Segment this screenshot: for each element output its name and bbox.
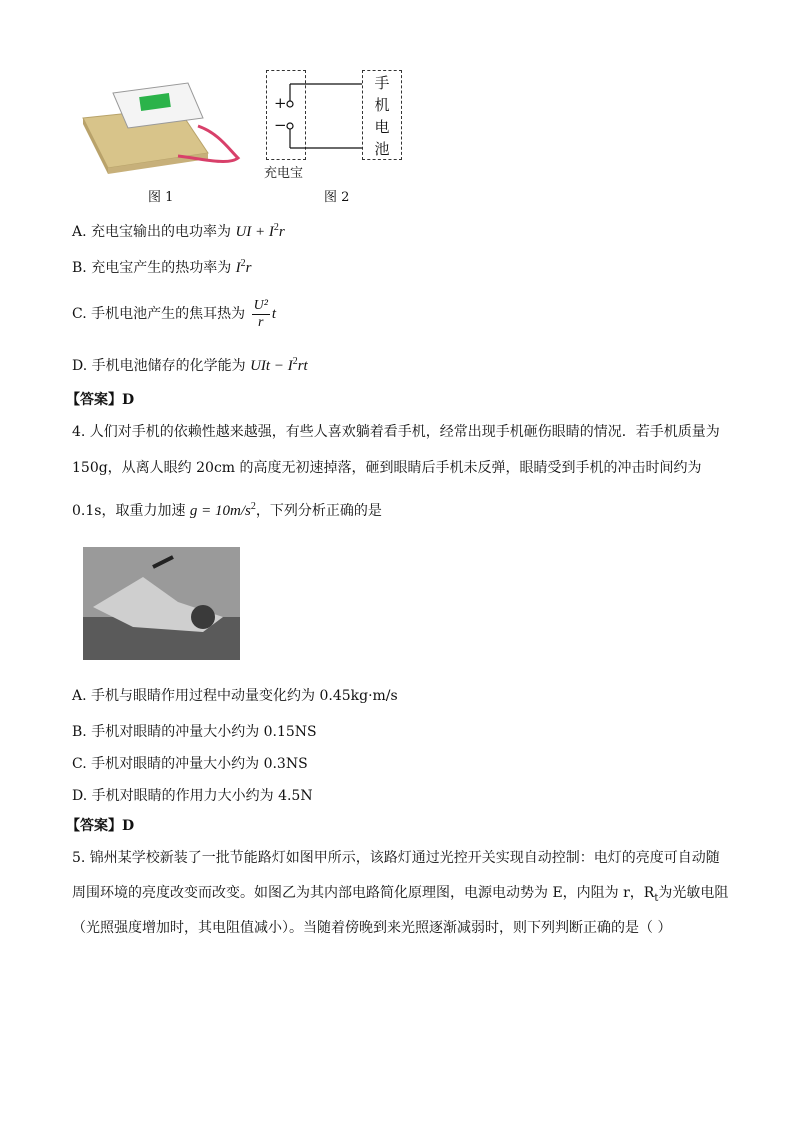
option-formula [250,358,308,374]
stem-text: 0.1s，取重力加速 [72,503,186,519]
q4-stem-line-2: 150g，从离人眼约 20cm 的高度无初速掉落，砸到眼睛后手机未反弹，眼睛受到手机的冲击时间约为 [72,460,702,476]
formula-sup: 2 [273,222,279,233]
fraction [252,298,270,331]
q4-stem-line-1: 4. 人们对手机的依赖性越来越强，有些人喜欢躺着看手机，经常出现手机砸伤眼睛的情况．若手机质量为 [72,424,720,440]
q4-answer: 【答案】D [66,818,135,834]
option-label: A. 充电宝输出的电功率为 [72,224,232,240]
formula-tail: r [278,224,285,240]
formula-sup: 2 [292,356,298,367]
figure-2-caption: 图 2 [324,190,350,205]
figure-1-power-bank-image [78,78,248,178]
q3-option-c [72,294,276,334]
stem-text: 周围环境的亮度改变而改变。如图乙为其内部电路简化原理图，电源电动势为 E，内阻为 r，R [72,885,655,901]
phone-battery-label [372,72,392,160]
option-formula [235,224,284,240]
formula-tail: r [245,260,252,276]
q4-option-b: B. 手机对眼睛的冲量大小约为 0.15NS [72,724,317,740]
gravity-formula [190,503,256,519]
q4-option-d: D. 手机对眼睛的作用力大小约为 4.5N [72,788,313,804]
q5-stem-line-3: （光照强度增加时，其电阻值减小）。当随着傍晚到来光照逐渐减弱时，则下列判断正确的是（ ） [72,920,672,936]
figure-2-circuit-diagram [262,68,407,181]
plus-terminal-label: + [274,94,287,112]
q4-option-c: C. 手机对眼睛的冲量大小约为 0.3NS [72,756,308,772]
q3-answer: 【答案】D [66,392,135,408]
q3-option-a [72,218,285,242]
formula-text: I [235,260,241,276]
formula-tail: rt [297,358,308,374]
fraction-numerator: U² [253,297,268,313]
stem-text: ，下列分析正确的是 [255,503,382,519]
formula-sup: 2 [240,258,246,269]
subscript: t [654,892,659,904]
q5-stem-line-2 [72,883,728,909]
option-label: D. 手机电池储存的化学能为 [72,358,246,374]
option-label: B. 充电宝产生的热功率为 [72,260,232,276]
phone-battery-char: 池 [374,140,390,158]
formula-tail: t [271,306,277,322]
phone-battery-char: 电 [374,118,390,136]
stem-text: 为光敏电阻 [658,885,729,901]
minus-terminal-label: − [274,116,287,134]
formula-sup: 2 [250,501,256,512]
power-bank-label: 充电宝 [264,166,304,181]
phone-battery-char: 手 [374,74,390,92]
q3-option-d [72,352,308,376]
person-lying-with-phone-photo [83,547,240,660]
q4-stem-line-3 [72,497,382,521]
formula-text: g = 10m/s [189,503,251,519]
phone-battery-char: 机 [374,96,390,114]
q4-option-a: A. 手机与眼睛作用过程中动量变化约为 0.45kg·m/s [72,688,398,704]
option-label: C. 手机电池产生的焦耳热为 [72,306,246,322]
formula-text: UIt − I [250,358,293,374]
q5-stem-line-1: 5. 锦州某学校新装了一批节能路灯如图甲所示，该路灯通过光控开关实现自动控制：电灯的亮度可自动随 [72,850,720,866]
option-formula [236,260,252,276]
formula-text: UI + I [235,224,274,240]
fraction-denominator: r [258,314,264,330]
figure-1-caption: 图 1 [148,190,174,205]
q3-option-b [72,254,252,278]
